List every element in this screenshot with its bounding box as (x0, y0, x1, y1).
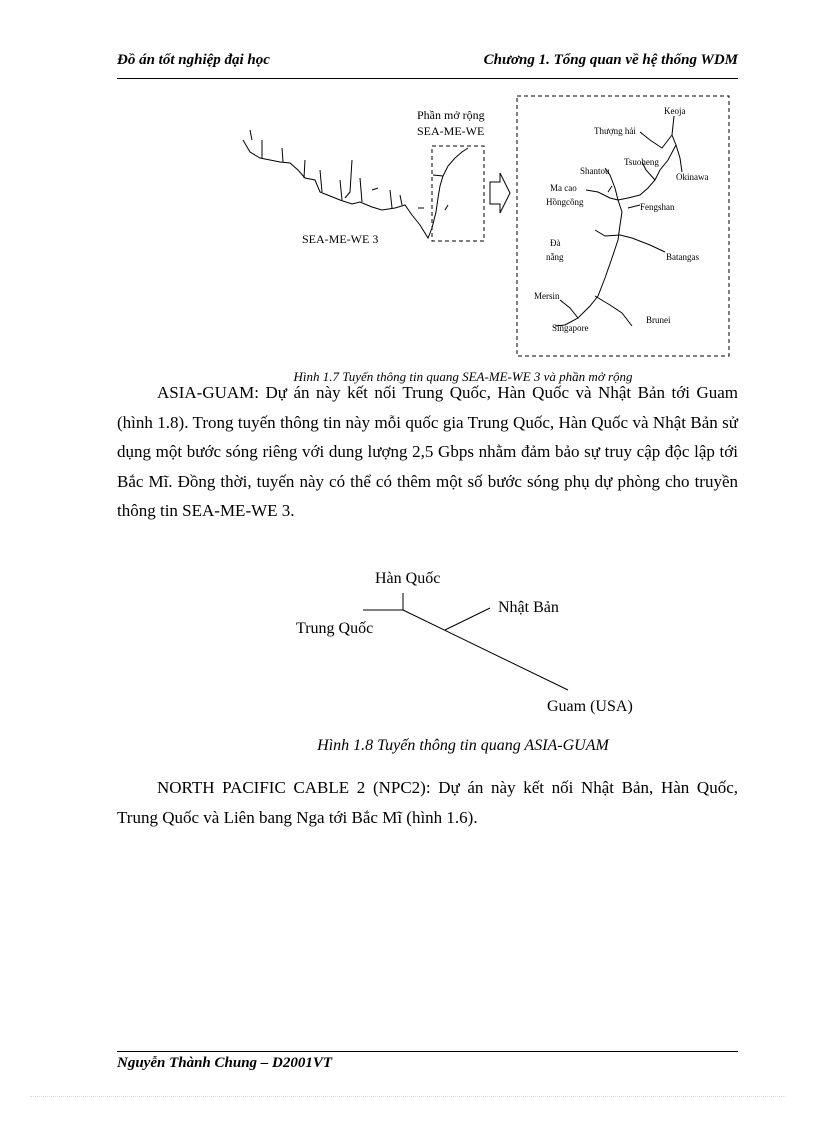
arrow-right-icon (490, 173, 510, 213)
place-da: Đà (550, 238, 561, 248)
page-bottom-dotted-line (30, 1096, 786, 1097)
extension-dashed-box (432, 146, 484, 241)
place-okinawa: Okinawa (676, 172, 709, 182)
place-hong-cong: Hồngcông (546, 197, 584, 207)
paragraph-npc2: NORTH PACIFIC CABLE 2 (NPC2): Dự án này kết nối Nhật Bản, Hàn Quốc, Trung Quốc và Liên bang Nga tới Bắc Mĩ (hình 1.6). (117, 778, 738, 827)
place-singapore: Singapore (552, 323, 589, 333)
place-nang: nẵng (546, 252, 564, 262)
place-fengshan: Fengshan (640, 202, 675, 212)
figure-sea-me-we-3 (0, 90, 816, 365)
place-ma-cao: Ma cao (550, 183, 577, 193)
extension-label-line1: Phần mở rộng (417, 108, 485, 122)
place-tsuoheng: Tsuoheng (624, 157, 659, 167)
footer-rule (117, 1051, 738, 1052)
label-trung-quoc: Trung Quốc (296, 620, 374, 637)
sea-me-we-3-label: SEA-ME-WE 3 (302, 232, 379, 246)
figure-1-7-caption: Hình 1.7 Tuyến thông tin quang SEA-ME-WE 3 và phần mở rộng (293, 369, 633, 384)
footer-author: Nguyễn Thành Chung – D2001VT (117, 1055, 333, 1071)
place-mersin: Mersin (534, 291, 560, 301)
place-brunei: Brunei (646, 315, 671, 325)
detail-cable-map (555, 116, 682, 326)
header-rule (117, 78, 738, 79)
label-han-quoc: Hàn Quốc (375, 570, 441, 587)
paragraph-asia-guam: ASIA-GUAM: Dự án này kết nối Trung Quốc, Hàn Quốc và Nhật Bản tới Guam (hình 1.8). Trong tuyến thông tin này mỗi quốc gia Trung Quốc, Hàn Quốc và Nhật Bản sử dụng một bước sóng riêng với dung lượng 2,5 Gbps nhằm đảm bảo sự truy cập độc lập tới Bắc Mĩ. Đồng thời, tuyến này có thể có thêm một số bước sóng phụ dự phòng cho truyền thông tin SEA-ME-WE 3. (117, 383, 738, 520)
place-thuong-hai: Thượng hải (594, 126, 636, 136)
label-nhat-ban: Nhật Bản (498, 599, 559, 616)
label-guam-usa: Guam (USA) (547, 698, 633, 715)
header-left-title: Đồ án tốt nghiệp đại học (117, 52, 270, 68)
place-shantou: Shantou (580, 166, 610, 176)
header-right-chapter: Chương 1. Tổng quan về hệ thống WDM (483, 52, 738, 68)
extension-label-line2: SEA-ME-WE (417, 124, 485, 138)
figure-1-8-caption: Hình 1.8 Tuyến thông tin quang ASIA-GUAM (317, 737, 609, 754)
place-keoja: Keoja (664, 106, 686, 116)
place-batangas: Batangas (666, 252, 699, 262)
figure-asia-guam (0, 560, 816, 725)
